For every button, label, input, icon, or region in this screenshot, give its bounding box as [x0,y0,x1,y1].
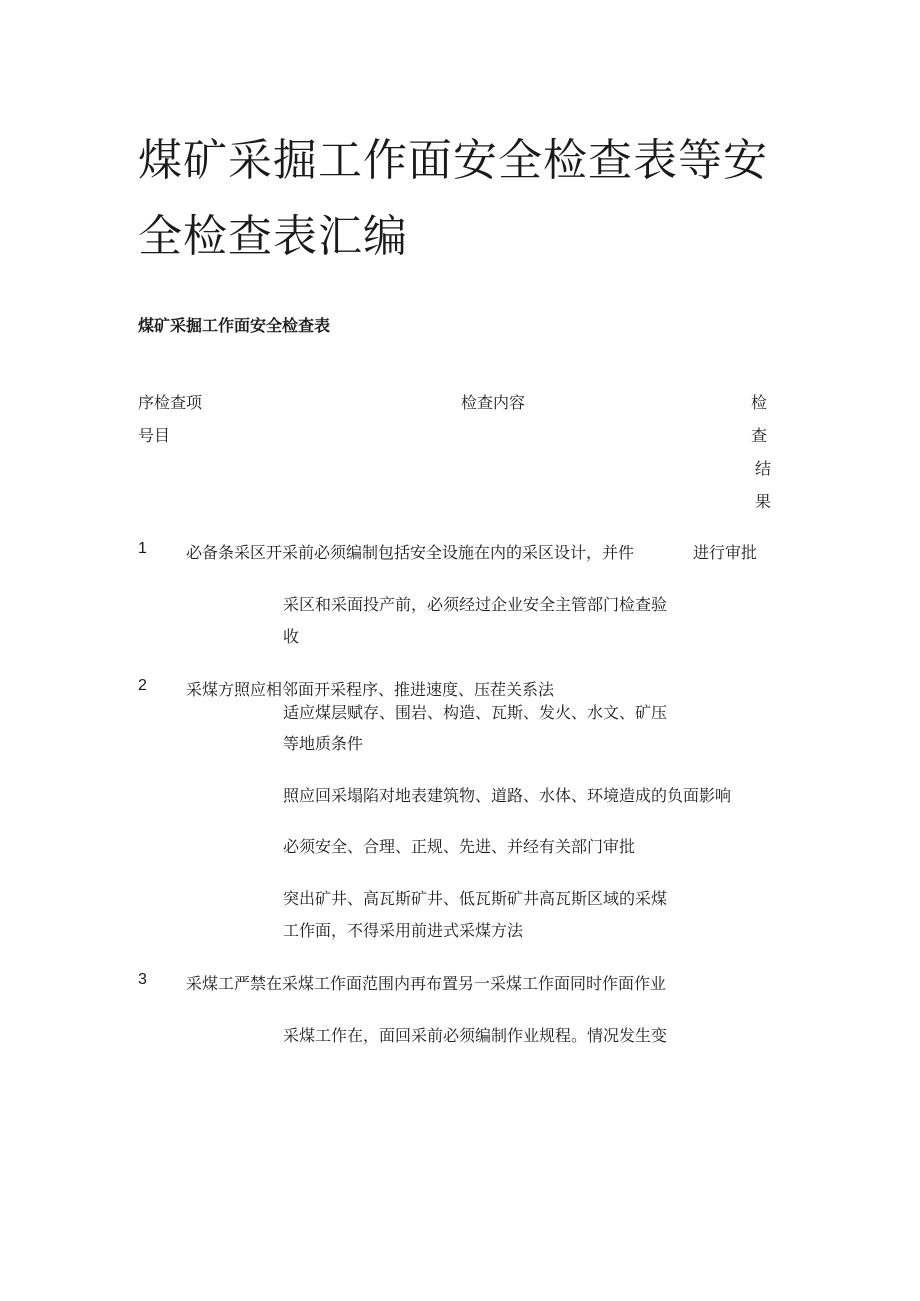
row-1-line: 收 [283,627,300,646]
row-2-number: 2 [138,677,147,694]
header-result-char-2: 查 [751,426,768,445]
row-3-line: 采煤工作在，面回采前必须编制作业规程。情况发生变 [283,1026,668,1045]
row-3-line: 采煤工严禁在采煤工作面范围内再布置另一采煤工作面同时作面作业 [186,974,667,993]
row-2-line: 等地质条件 [283,734,364,753]
table-subtitle: 煤矿采掘工作面安全检查表 [138,316,331,335]
row-1-line: 必备条采区开采前必须编制包括安全设施在内的采区设计，并件 [186,543,635,562]
row-2-line: 采煤方照应相邻面开采程序、推进速度、压茬关系法 [186,680,555,699]
row-2-line: 适应煤层赋存、围岩、构造、瓦斯、发火、水文、矿压 [283,703,668,722]
row-1-line: 进行审批 [693,543,758,562]
document-title-line-1: 煤矿采掘工作面安全检查表等安 [138,135,768,186]
row-3-number: 3 [138,971,147,988]
header-result-char-1: 检 [751,393,768,412]
header-content: 检查内容 [461,393,526,412]
document-title-line-2: 全检查表汇编 [138,211,408,262]
row-1-line: 采区和采面投产前，必须经过企业安全主管部门检查验 [283,595,668,614]
row-1-number: 1 [138,540,147,557]
row-2-line: 突出矿井、高瓦斯矿井、低瓦斯矿井高瓦斯区域的采煤 [283,889,668,908]
header-no-target: 号目 [138,426,171,445]
row-2-line: 必须安全、合理、正规、先进、并经有关部门审批 [283,837,636,856]
header-result-char-4: 果 [755,492,772,511]
header-seq-item: 序检查项 [138,393,203,412]
row-2-line: 工作面，不得采用前进式采煤方法 [283,921,524,940]
header-result-char-3: 结 [755,459,772,478]
row-2-line: 照应回采塌陷对地表建筑物、道路、水体、环境造成的负面影响 [283,786,732,805]
